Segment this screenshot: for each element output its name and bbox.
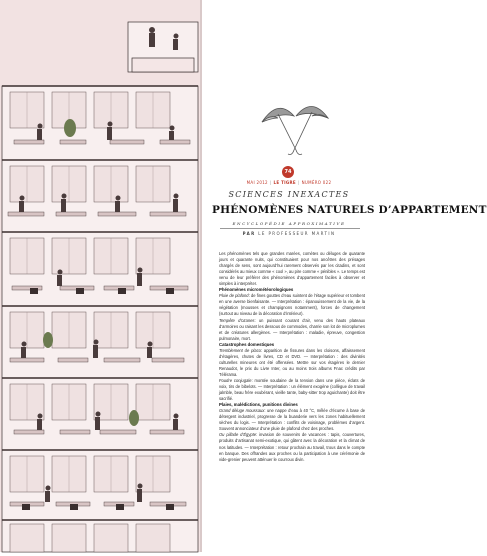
issue-date: MAI 2012	[246, 180, 268, 185]
section-heading: SCIENCES INEXACTES	[228, 190, 350, 199]
byline	[214, 231, 364, 236]
page-number-badge: 74	[282, 166, 294, 178]
article-subtitle: ENCYCLOPÉDIE APPROXIMATIVE	[232, 221, 346, 226]
paragraph	[219, 408, 365, 432]
section-heading-3: Plaies, malédictions, punitions divines	[219, 402, 298, 408]
intro-paragraph: Les phénomènes tels que grandes marées, comètes ou déluges de quarante jours et quarante nuits, qui constituaient pour nos ancêtres des présages chargés de sens, sont aujourd’hui rarement observés par les citadins, et sont considérés au mieux comme « cool », au pire comme « pénibles ». Le temps est venu de leur préférer des phénomènes d’appartement faciles à observer et simples à interpréter.	[219, 251, 365, 287]
divider	[220, 228, 360, 229]
term: Pluie de plafond	[219, 293, 249, 299]
magazine-name: LE TIGRE	[273, 180, 296, 185]
paragraph	[219, 432, 365, 462]
paragraph	[219, 318, 365, 342]
building-illustration	[0, 0, 200, 552]
definition: : une nappe d’eau à 40 °C, mêlée d’écume à base de détergent industriel, progresse de la buanderie vers les zones habituellement sèches du logis. — Interprétation : conflits de voisinage, problèmes d’argent. Souvent annonciateur d’une pluie de plafond chez des proches.	[219, 408, 365, 432]
section-heading-1: Phénomènes micrométéorologiques	[219, 287, 294, 293]
article-body	[219, 251, 365, 463]
term: Grand déluge moussaux	[219, 408, 265, 414]
definition: : de fines gouttes d’eau suintent de l’étage supérieur et tombent en une averse bienfaisante. — Interprétation : épanouissement de la vie, de la végétation (mousses et champignons notamment), forces de changement (surtout au niveau de la décoration d’intérieur).	[219, 293, 365, 317]
term: Ou pillade d’Égypte	[219, 432, 257, 438]
paragraph	[219, 378, 365, 402]
author-name: LE PROFESSEUR MARTIN	[258, 231, 336, 236]
definition: : invasion de souvenirs de vacances : tapis, couvertures, produits d’artisanat semi-exotique, qui gâtent avec la décoration et la climat de nos latitudes. — Interprétation : retour prochain au travail, trous dans le compte en banque. Des offrandes aux proches ou la participation à une cérémonie de vide-grenier peuvent atténuer le courroux divin.	[219, 432, 365, 462]
term: Tempête d’ozanes	[219, 317, 255, 323]
paragraph	[219, 293, 365, 317]
definition: : montée soudaine de la tension dans une pièce, éclats de voix, tirs de bibelots. — Interprétation : un élément exogène (collègue de travail jalmble, beau frère exubérant, vieille tante, baby-sitter trop aguichante) doit être sacrifié.	[219, 377, 365, 402]
section-heading-2: Catastrophes domestiques	[219, 341, 275, 347]
building-drawing	[0, 0, 200, 552]
byline-prefix: PAR	[242, 231, 256, 236]
paragraph	[219, 348, 365, 378]
term: Tremblement de placo	[219, 347, 261, 353]
issue-number: NUMÉRO 022	[301, 180, 332, 185]
term: Foudre conjugale	[219, 377, 252, 383]
definition: : un puissant courant d’air, venu des hauts plateaux d’armoires ou raisant les dessous de commodes, charrie son lot de microplumes et de créatures allergènes. — Interprétation : maladie, épreuve, congestion pulmonaire, mort.	[219, 317, 365, 341]
umbrella-emblem-icon	[256, 94, 334, 164]
issue-meta: MAI 2012 | LE TIGRE | NUMÉRO 022	[246, 180, 332, 185]
article-title: PHÉNOMÈNES NATURELS D’APPARTEMENT	[212, 204, 487, 216]
definition: : apparition de fissures dans les cloisons, affaissement d’étagères, chutes de livres, CD et DVD. — Interprétation : des divinités culturelles mineures ont été offensées. Mettre sur vos étagères le dernier Renaudot, le prix du Livre Inter, ou au moins trois albums Fnac crédits par Télérama.	[219, 347, 365, 377]
